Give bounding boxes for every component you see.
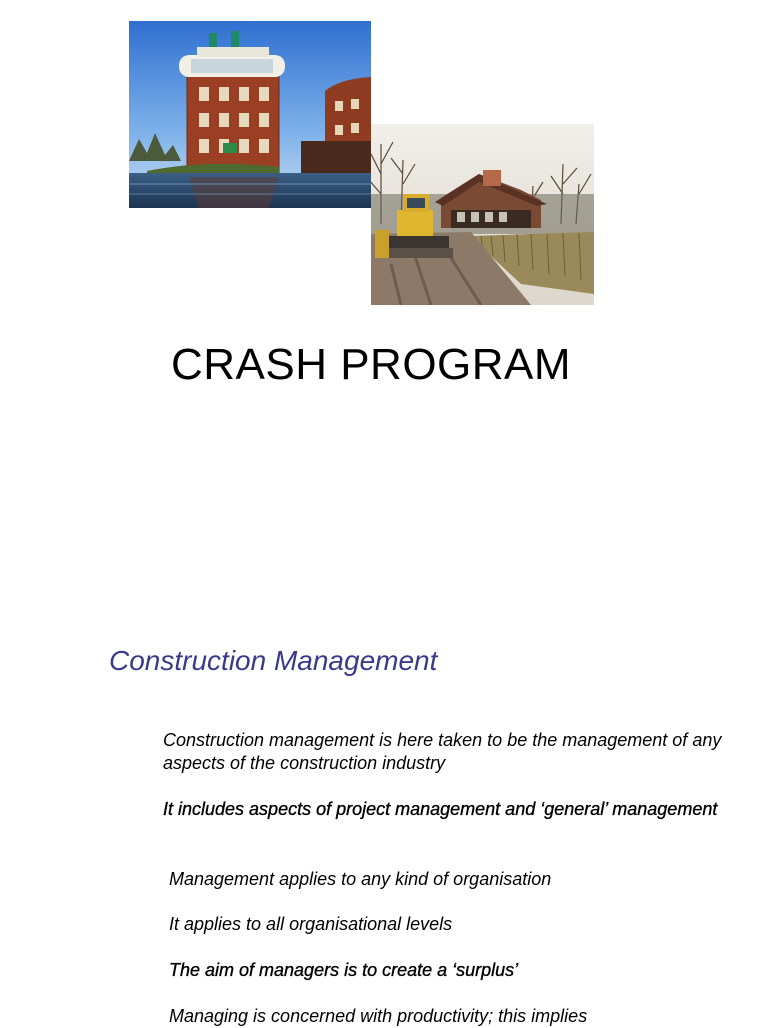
- construction-site-photo: [371, 124, 594, 305]
- slide-title: CRASH PROGRAM: [170, 340, 572, 389]
- paragraph-definition: Construction management is here taken to be the management of any aspects of the construction industry: [163, 730, 722, 773]
- paragraph-surplus: The aim of managers is to create a ‘surplus’: [169, 960, 519, 980]
- canal-tower-photo: [129, 21, 371, 208]
- paragraph-organisation: Management applies to any kind of organisation: [169, 869, 552, 889]
- paragraph-aspects: It includes aspects of project management and ‘general’ management: [163, 799, 718, 819]
- section-heading: Construction Management: [109, 645, 438, 676]
- paragraph-levels: It applies to all organisational levels: [169, 914, 453, 934]
- paragraph-productivity: Managing is concerned with productivity; this implies: [169, 1006, 588, 1026]
